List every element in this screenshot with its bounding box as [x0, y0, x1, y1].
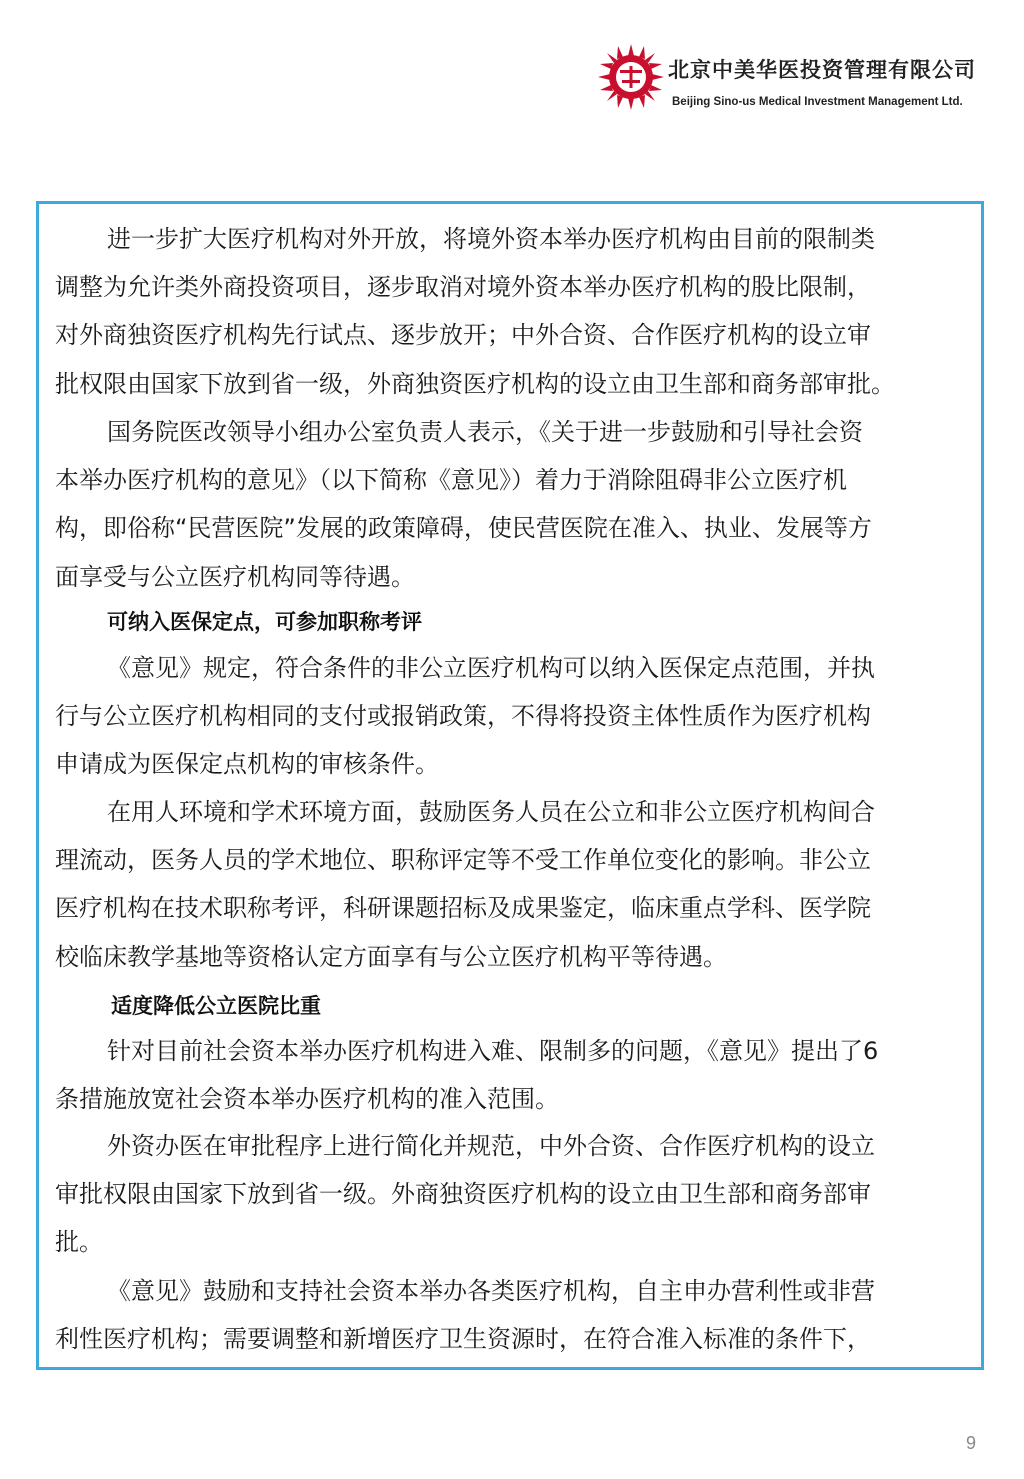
- paragraph-1: 进一步扩大医疗机构对外开放，将境外资本举办医疗机构由目前的限制类 调整为允许类外商投资项目，逐步取消对境外资本举办医疗机构的股比限制， 对外商独资医疗机构先行试点、逐步放开；中外合资、合作医疗机构的设立审 批权限由国家下放到省一级，外商独资医疗机构的设立由卫生部和商务部审批。: [55, 225, 895, 398]
- section-heading-1: 可纳入医保定点，可参加职称考评: [107, 610, 422, 634]
- paragraph-3: 《意见》规定，符合条件的非公立医疗机构可以纳入医保定点范围，并执 行与公立医疗机构相同的支付或报销政策，不得将投资主体性质作为医疗机构 申请成为医保定点机构的审核条件。: [55, 654, 875, 779]
- content-frame: [36, 201, 984, 1370]
- paragraph-4: 在用人环境和学术环境方面，鼓励医务人员在公立和非公立医疗机构间合 理流动，医务人员的学术地位、职称评定等不受工作单位变化的影响。非公立 医疗机构在技术职称考评，科研课题招标及成果鉴定，临床重点学科、医学院 校临床教学基地等资格认定方面享有与公立医疗机构平等待遇。: [55, 798, 875, 971]
- page-number: 9: [966, 1433, 977, 1453]
- paragraph-5: 针对目前社会资本举办医疗机构进入难、限制多的问题，《意见》提出了6 条措施放宽社会资本举办医疗机构的准入范围。: [55, 1037, 879, 1114]
- company-name-cn: 北京中美华医投资管理有限公司: [668, 57, 976, 82]
- company-logo: [596, 42, 996, 122]
- paragraph-2: 国务院医改领导小组办公室负责人表示，《关于进一步鼓励和引导社会资 本举办医疗机构的意见》（以下简称《意见》）着力于消除阻碍非公立医疗机 构，即俗称“民营医院”发展的政策障碍，使民营医院在准入、执业、发展等方 面享受与公立医疗机构同等待遇。: [55, 418, 872, 591]
- company-seal-icon: [596, 42, 666, 112]
- section-heading-2: 适度降低公立医院比重: [111, 994, 321, 1018]
- paragraph-6: 外资办医在审批程序上进行简化并规范，中外合资、合作医疗机构的设立 审批权限由国家下放到省一级。外商独资医疗机构的设立由卫生部和商务部审 批。: [55, 1132, 875, 1257]
- paragraph-7: 《意见》鼓励和支持社会资本举办各类医疗机构，自主申办营利性或非营 利性医疗机构；需要调整和新增医疗卫生资源时，在符合准入标准的条件下，: [55, 1277, 875, 1354]
- company-name-en: Beijing Sino-us Medical Investment Management Ltd.: [672, 96, 963, 108]
